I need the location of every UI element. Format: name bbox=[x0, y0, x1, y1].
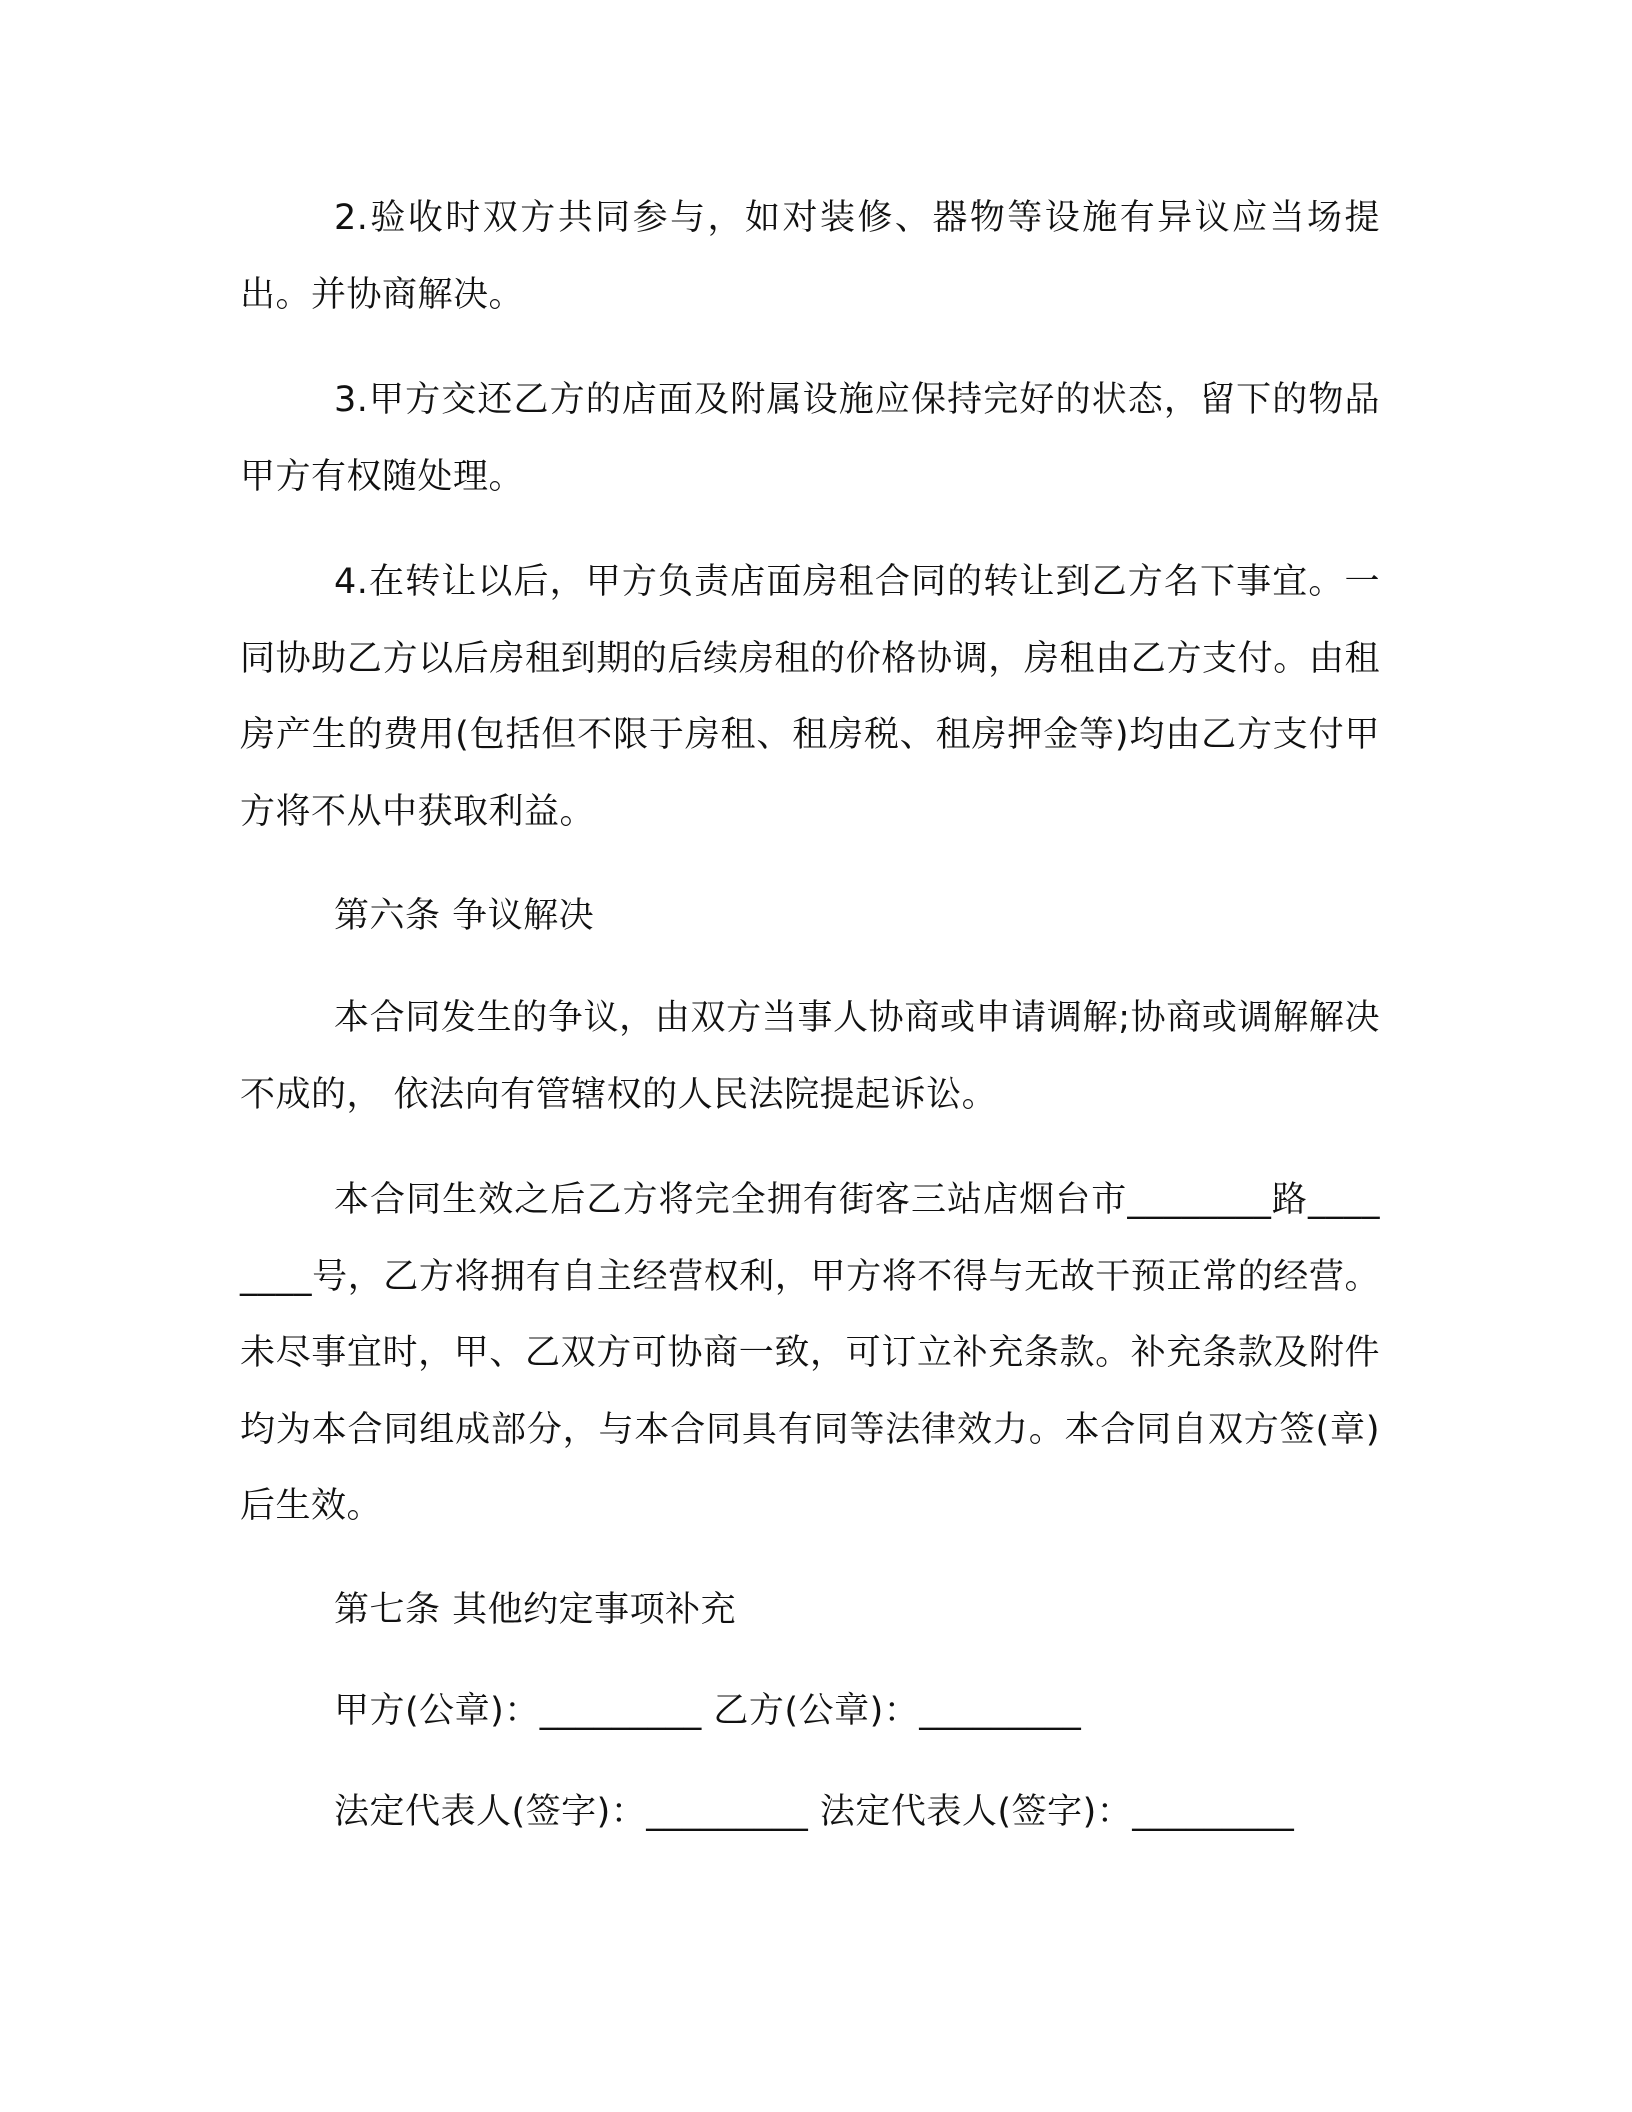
paragraph-return-of-premises: 3.甲方交还乙方的店面及附属设施应保持完好的状态，留下的物品甲方有权随处理。 bbox=[240, 380, 1380, 497]
paragraph-contract-effect: 本合同生效之后乙方将完全拥有街客三站店烟台市________路________号，乙方将拥有自主经营权利，甲方将不得与无故干预正常的经营。未尽事宜时，甲、乙双方可协商一致，可订立补充条款。补充条款及附件均为本合同组成部分，与本合同具有同等法律效力。本合同自双方签(章)后生效。 bbox=[240, 1180, 1380, 1526]
section-heading-other-matters: 第七条 其他约定事项补充 bbox=[334, 1590, 737, 1630]
section-heading-dispute-resolution: 第六条 争议解决 bbox=[334, 896, 595, 936]
paragraph-acceptance-inspection: 2.验收时双方共同参与，如对装修、器物等设施有异议应当场提出。并协商解决。 bbox=[240, 198, 1380, 315]
paragraph-dispute-resolution: 本合同发生的争议，由双方当事人协商或申请调解;协商或调解解决不成的， 依法向有管辖权的人民法院提起诉讼。 bbox=[240, 998, 1380, 1115]
signature-line-legal-representatives: 法定代表人(签字)：_________ 法定代表人(签字)：_________ bbox=[334, 1792, 1295, 1832]
paragraph-lease-transfer: 4.在转让以后，甲方负责店面房租合同的转让到乙方名下事宜。一同协助乙方以后房租到期的后续房租的价格协调，房租由乙方支付。由租房产生的费用(包括但不限于房租、租房税、租房押金等)均由乙方支付甲方将不从中获取利益。 bbox=[240, 562, 1380, 832]
signature-line-company-seals: 甲方(公章)：_________ 乙方(公章)：_________ bbox=[334, 1691, 1082, 1731]
